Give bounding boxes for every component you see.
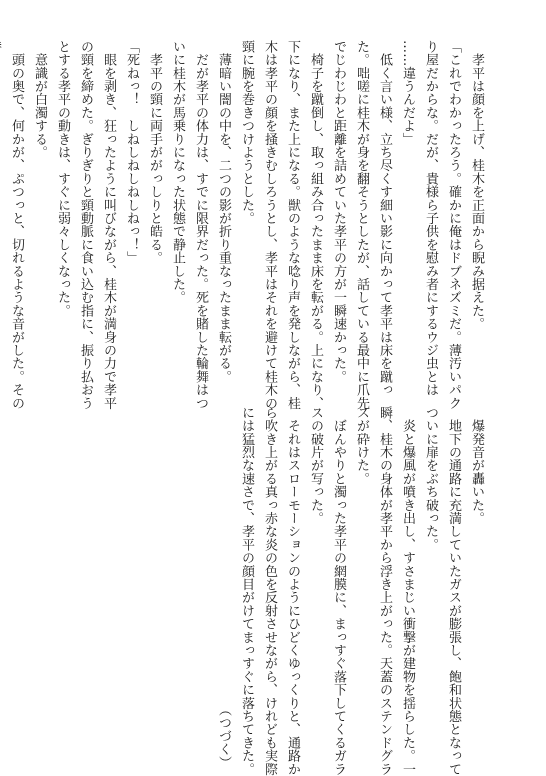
upper-paragraph-line: 孝平は顔を上げ、桂木を正面から睨み据えた。 — [469, 40, 484, 331]
upper-paragraph-line: り屋だからな。だが、貴様ら子供を慰み者にするウジ虫とは — [423, 40, 438, 397]
upper-paragraph-line: の頸を締めた。ぎりぎりと頸動脈に食い込む指に、振り払おう — [78, 40, 93, 410]
upper-paragraph-line: でじわじわと距離を詰めていた孝平の方が一瞬速かった。 — [331, 40, 346, 384]
lower-paragraph-line: （つづく） — [216, 406, 231, 770]
upper-paragraph-line: 孝平の頸に両手ががっしりと皓る。 — [147, 40, 162, 265]
lower-paragraph-line: 炎と爆風が噴き出し、すさまじい衝撃が建物を揺らした。一 — [400, 406, 415, 776]
lower-paragraph-line: 爆発音が轟いた。 — [469, 406, 484, 525]
lower-paragraph-line: には猛烈な速さで、孝平の顔目がけてまっすぐに落ちてきた。 — [239, 406, 254, 776]
upper-paragraph-line: 意識が白濁する。 — [32, 40, 47, 159]
upper-paragraph-line: 薄暗い闇の中を、二つの影が折り重なったまま転がる。 — [216, 40, 231, 384]
upper-paragraph-line: 「これでわかったろう。確かに俺はドブネズミだ。薄汚いパク — [446, 40, 461, 410]
upper-paragraph-line: た。咄嗟に桂木が身を翻そうとしたが、話している最中に爪先 — [354, 40, 369, 410]
upper-paragraph-line: 頸に腕を巻きつけようとした。 — [239, 40, 254, 225]
upper-text-block — [0, 40, 488, 410]
lower-paragraph-line: スの破片が写った。 — [308, 406, 323, 525]
upper-paragraph-line: 眼を剥き、狂ったように叫びながら、桂木が満身の力で孝平 — [101, 40, 116, 410]
lower-paragraph-line: ら吹き上がる真っ赤な炎の色を反射させながら、けれども実際 — [262, 406, 277, 776]
lower-paragraph-line: 地下の通路に充満していたガスが膨張し、飽和状態となって — [446, 406, 461, 776]
lower-paragraph-line: 瞬、桂木の身体が孝平から浮き上がった。天蓋のステンドグラ — [377, 406, 392, 776]
upper-paragraph-line: ……違うんだよ」 — [400, 40, 415, 146]
upper-paragraph-line: 木は孝平の顔を掻きむしろうとし、孝平はそれを避けて桂木の — [262, 40, 277, 410]
upper-paragraph-line: だが孝平の体力は、すでに限界だった。死を賭した輪舞はつ — [193, 40, 208, 410]
lower-paragraph-line: ついに扉をぶち破った。 — [423, 406, 438, 552]
upper-paragraph-line: 「死ねっ！ しねしねしねしねっ！」 — [124, 40, 139, 265]
lower-paragraph-line: スが砕けた。 — [354, 406, 369, 486]
upper-paragraph-line: いに桂木が馬乗りになった状態で静止した。 — [170, 40, 185, 304]
upper-paragraph-line: とする孝平の動きは、すぐに弱々しくなった。 — [55, 40, 70, 318]
upper-paragraph-line: 低く言い様、立ち尽くす細い影に向かって孝平は床を蹴っ — [377, 40, 392, 397]
lower-paragraph-line: それはスローモーションのようにひどくゆっくりと、通路か — [285, 406, 300, 776]
upper-paragraph-line: 頭の奥で、何かが、ぷつっと、切れるような音がした。その — [9, 40, 24, 410]
lower-paragraph-line: ぼんやりと濁った孝平の網膜に、まっすぐ落下してくるガラ — [331, 406, 346, 776]
lower-text-block — [212, 406, 488, 776]
upper-paragraph-line: 椅子を蹴倒し、取っ組み合ったまま床を転がる。上になり、 — [308, 40, 323, 410]
upper-paragraph-line: 下になり、また上になる。獣のような唸り声を発しながら、桂 — [285, 40, 300, 410]
